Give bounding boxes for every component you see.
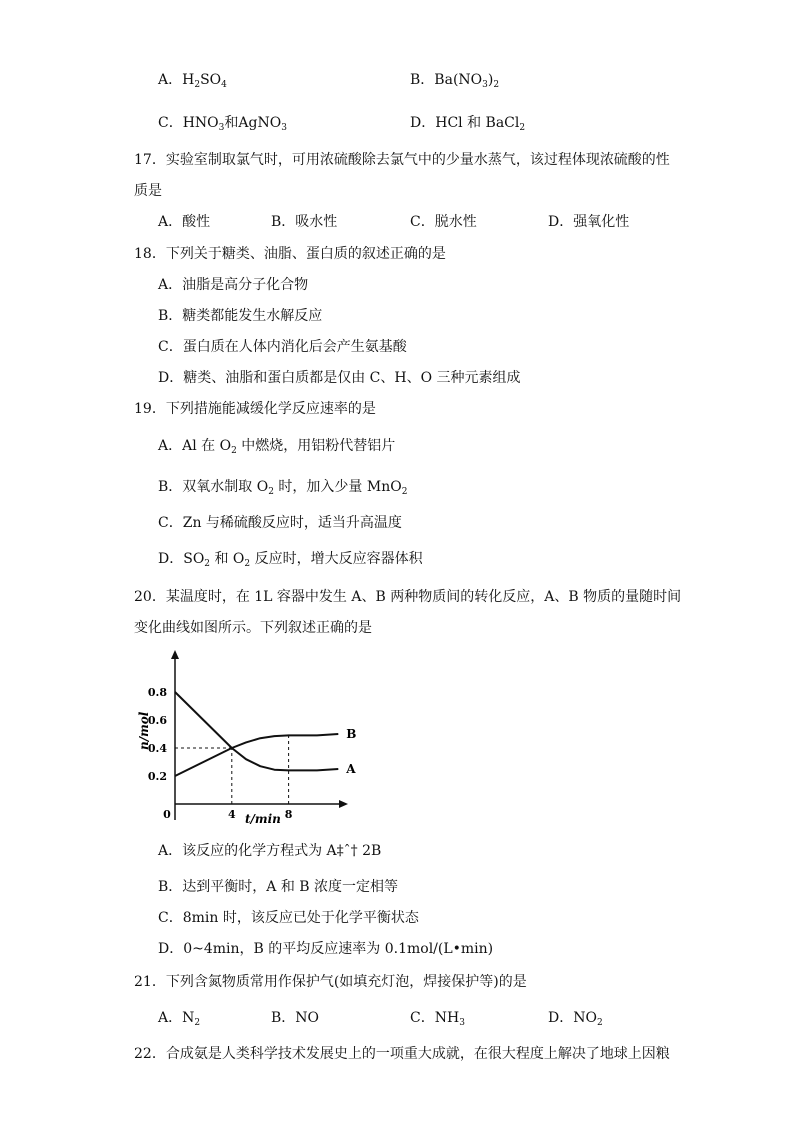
series-B-label: B [346, 727, 357, 741]
series-A-label: A [346, 762, 356, 776]
q20-stem-line1: 20．某温度时，在 1L 容器中发生 A、B 两种物质间的转化反应，A、B 物质的量随时间 [134, 589, 682, 605]
q20-option-d: D．0~4min，B 的平均反应速率为 0.1mol/(L•min) [158, 941, 494, 957]
q20-option-c: C．8min 时，该反应已处于化学平衡状态 [158, 910, 419, 926]
y-tick-label: 0.4 [147, 742, 167, 755]
y-tick-label: 0.2 [147, 770, 167, 783]
q18-stem: 18．下列关于糖类、油脂、蛋白质的叙述正确的是 [134, 246, 446, 262]
q17-option-c: C．脱水性 [410, 214, 477, 230]
x-tick-label: 0 [163, 808, 171, 821]
q18-option-d: D．糖类、油脂和蛋白质都是仅由 C、H、O 三种元素组成 [158, 370, 521, 386]
q22-stem: 22．合成氨是人类科学技术发展史上的一项重大成就，在很大程度上解决了地球上因粮 [134, 1046, 670, 1062]
q16-option-d: D．HCl 和 BaCl$_2$ [410, 115, 526, 133]
q17-option-b: B．吸水性 [271, 214, 338, 230]
reaction-chart [137, 645, 360, 835]
q21-option-c: C．$NH_3$ [410, 1010, 465, 1028]
q21-option-a: A．$N_2$ [158, 1010, 201, 1028]
q17-stem-line1: 17．实验室制取氯气时，可用浓硫酸除去氯气中的少量水蒸气，该过程体现浓硫酸的性 [134, 152, 670, 168]
q17-option-a: A．酸性 [158, 214, 211, 230]
y-tick-label: 0.8 [147, 686, 167, 699]
x-axis-label: t/min [245, 812, 281, 826]
q21-stem: 21．下列含氮物质常用作保护气(如填充灯泡，焊接保护等)的是 [134, 974, 527, 990]
q17-stem-line2: 质是 [134, 183, 162, 199]
q16-option-b: B．$Ba(NO_3)_2$ [410, 72, 500, 90]
q16-option-a: A．$H_2SO_4$ [158, 72, 227, 90]
q18-option-a: A．油脂是高分子化合物 [158, 277, 309, 293]
x-tick-label: 4 [227, 808, 236, 821]
q19-option-b: B．双氧水制取 $O_2$ 时，加入少量 MnO$_2$ [158, 479, 408, 497]
q16-option-c: C．$HNO_3$和AgNO$_3$ [158, 115, 287, 133]
q18-option-c: C．蛋白质在人体内消化后会产生氨基酸 [158, 339, 407, 355]
q19-option-a: A．Al 在 $O_2$ 中燃烧，用铝粉代替铝片 [158, 438, 396, 456]
q20-stem-line2: 变化曲线如图所示。下列叙述正确的是 [134, 620, 372, 636]
y-axis-arrow [171, 650, 179, 659]
q17-option-d: D．强氧化性 [548, 214, 630, 230]
x-axis-arrow [339, 800, 348, 808]
y-tick-label: 0.6 [147, 714, 167, 727]
q21-option-d: D．$NO_2$ [548, 1010, 603, 1028]
q20-option-a: A．该反应的化学方程式为 A‡ˆ† 2B [158, 843, 382, 859]
q19-option-d: D．$SO_2$ 和 $O_2$ 反应时，增大反应容器体积 [158, 551, 423, 569]
q19-stem: 19．下列措施能减缓化学反应速率的是 [134, 401, 376, 417]
x-tick-label: 8 [284, 808, 293, 821]
series-A-line [175, 692, 338, 770]
q18-option-b: B．糖类都能发生水解反应 [158, 308, 323, 324]
q20-option-b: B．达到平衡时，A 和 B 浓度一定相等 [158, 879, 399, 895]
y-axis-label: n/mol [137, 711, 151, 750]
q19-option-c: C．Zn 与稀硫酸反应时，适当升高温度 [158, 515, 402, 531]
q21-option-b: B．NO [271, 1010, 320, 1026]
